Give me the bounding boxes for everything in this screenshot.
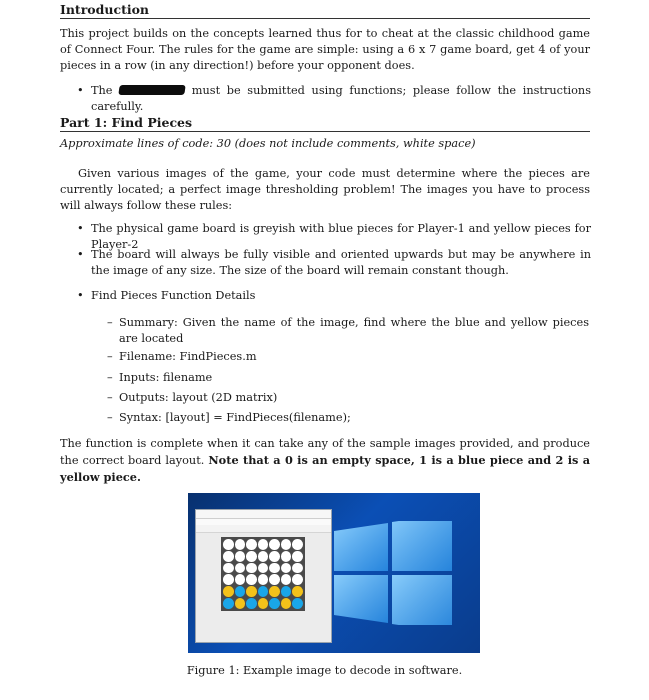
dash-mark: – — [107, 391, 113, 404]
empty-slot — [292, 574, 303, 585]
empty-slot — [281, 551, 292, 562]
part1-paragraph: Given various images of the game, your code must determine where the pieces are currently located; a perfect image thresholding problem! The images you have to process will always follow these rules: — [60, 167, 590, 212]
empty-slot — [223, 563, 234, 574]
windows-logo-icon — [334, 521, 452, 625]
empty-slot — [246, 551, 257, 562]
empty-slot — [235, 551, 246, 562]
empty-slot — [246, 539, 257, 550]
yellow-piece — [223, 586, 234, 597]
blue-piece — [292, 598, 303, 609]
app-window — [195, 509, 332, 643]
detail-item — [107, 370, 589, 386]
intro-bullet — [77, 83, 591, 115]
part1-bullet-text: Find Pieces Function Details — [91, 289, 256, 302]
empty-slot — [258, 574, 269, 585]
bullet-dot: • — [77, 248, 84, 261]
part1-rule — [60, 131, 590, 132]
app-titlebar — [196, 510, 331, 519]
empty-slot — [223, 551, 234, 562]
bullet-dot: • — [77, 84, 84, 97]
figure-image — [188, 493, 480, 653]
figure-caption: Figure 1: Example image to decode in software. — [186, 664, 463, 677]
yellow-piece — [269, 586, 280, 597]
intro-heading: Introduction — [60, 2, 150, 17]
yellow-piece — [235, 598, 246, 609]
blue-piece — [269, 598, 280, 609]
yellow-piece — [246, 586, 257, 597]
part1-bullet-text: The physical game board is greyish with blue pieces for Player-1 and yellow pieces for Player-2 — [91, 222, 591, 251]
dash-mark: – — [107, 411, 113, 424]
detail-text: Summary: Given the name of the image, find where the blue and yellow pieces are located — [119, 316, 589, 345]
empty-slot — [281, 539, 292, 550]
empty-slot — [281, 563, 292, 574]
dash-mark: – — [107, 371, 113, 384]
empty-slot — [258, 551, 269, 562]
empty-slot — [246, 574, 257, 585]
closing-plain-text: The function is complete when it can take any of the sample images provided, and produce the correct board layout. — [60, 437, 590, 467]
part1-subtitle: Approximate lines of code: 30 (does not include comments, white space) — [60, 137, 476, 150]
redaction-mark — [118, 85, 185, 95]
intro-bullet-suffix: must be submitted using functions; please follow the instructions carefully. — [91, 84, 591, 113]
blue-piece — [223, 598, 234, 609]
yellow-piece — [281, 598, 292, 609]
blue-piece — [235, 586, 246, 597]
empty-slot — [258, 563, 269, 574]
empty-slot — [246, 563, 257, 574]
blue-piece — [258, 586, 269, 597]
empty-slot — [292, 539, 303, 550]
part1-bullet-text: The board will always be fully visible and oriented upwards but may be anywhere in the image of any size. The size of the board will remain constant though. — [91, 248, 591, 277]
intro-paragraph: This project builds on the concepts learned thus for to cheat at the classic childhood game of Connect Four. The rules for the game are simple: using a 6 x 7 game board, get 4 of your pieces in a row (in any direction!) before your opponent does. — [60, 27, 590, 72]
empty-slot — [269, 551, 280, 562]
part1-heading: Part 1: Find Pieces — [60, 115, 193, 130]
closing-bold-text: Note that a 0 is an empty space, 1 is a blue piece and 2 is a yellow piece. — [60, 453, 591, 484]
intro-bullet-prefix: The — [91, 84, 113, 97]
empty-slot — [258, 539, 269, 550]
blue-piece — [246, 598, 257, 609]
app-toolbar — [196, 525, 331, 533]
empty-slot — [235, 574, 246, 585]
dash-mark: – — [107, 350, 113, 363]
detail-text: Outputs: layout (2D matrix) — [119, 391, 278, 404]
detail-text: Syntax: [layout] = FindPieces(filename); — [119, 411, 351, 424]
connect-four-board — [221, 537, 305, 611]
detail-text: Inputs: filename — [119, 371, 213, 384]
empty-slot — [292, 551, 303, 562]
bullet-dot: • — [77, 222, 84, 235]
intro-rule — [60, 18, 590, 19]
detail-item — [107, 410, 589, 426]
detail-item — [107, 390, 589, 406]
closing-paragraph — [60, 436, 590, 486]
empty-slot — [269, 539, 280, 550]
yellow-piece — [258, 598, 269, 609]
detail-item — [107, 349, 589, 365]
bullet-dot: • — [77, 289, 84, 302]
yellow-piece — [292, 586, 303, 597]
empty-slot — [235, 563, 246, 574]
empty-slot — [235, 539, 246, 550]
blue-piece — [281, 586, 292, 597]
detail-item — [107, 315, 589, 347]
empty-slot — [281, 574, 292, 585]
part1-bullet — [77, 288, 591, 304]
detail-text: Filename: FindPieces.m — [119, 350, 257, 363]
empty-slot — [269, 563, 280, 574]
empty-slot — [269, 574, 280, 585]
empty-slot — [292, 563, 303, 574]
dash-mark: – — [107, 316, 113, 329]
part1-bullet — [77, 247, 591, 279]
empty-slot — [223, 539, 234, 550]
empty-slot — [223, 574, 234, 585]
